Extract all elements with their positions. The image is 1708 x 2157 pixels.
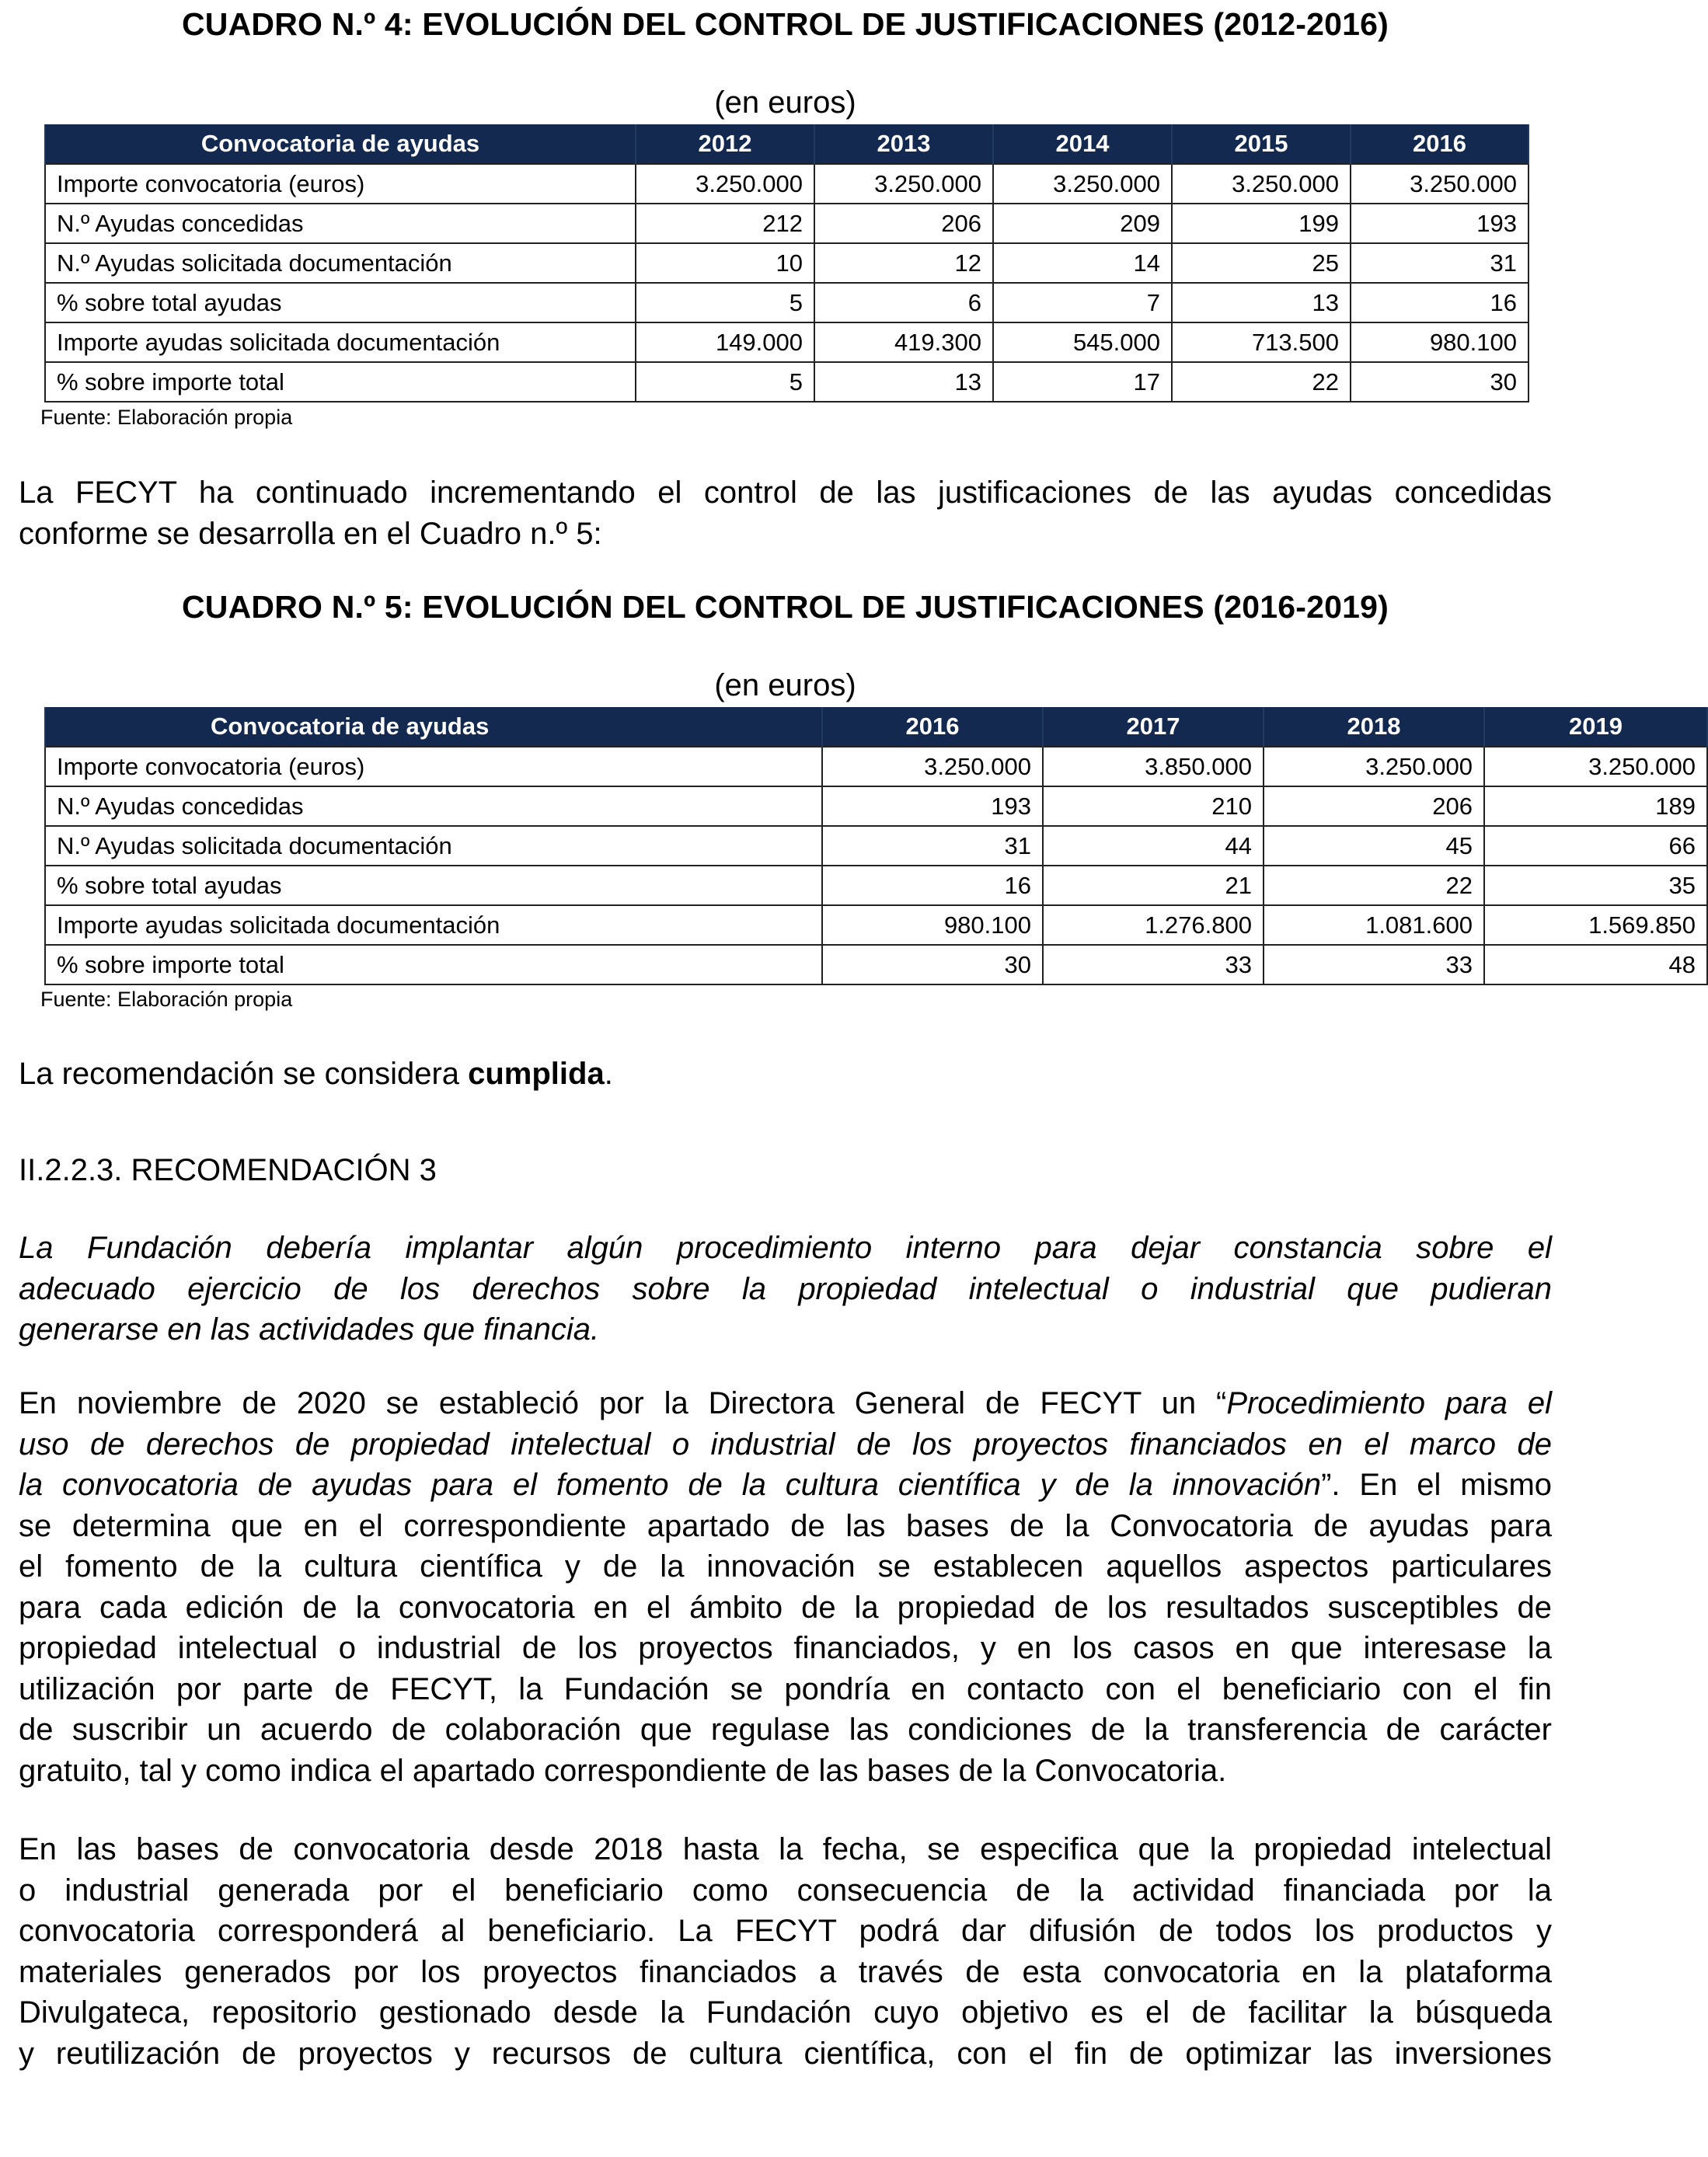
table-row — [45, 322, 1528, 362]
bases-line: y reutilización de proyectos y recursos de cultura científica, con el fin de optimizar las inversiones — [19, 2036, 1552, 2071]
conclusion-period: . — [604, 1057, 613, 1091]
row-label: % sobre total ayudas — [45, 283, 636, 322]
table-row — [45, 164, 1528, 204]
table-row — [45, 283, 1528, 322]
table5-header-year: 2017 — [1043, 707, 1264, 747]
cell: 16 — [822, 866, 1043, 905]
cell: 189 — [1484, 786, 1707, 826]
cell: 3.250.000 — [1484, 747, 1707, 786]
procedure-line: propiedad intelectual o industrial de los proyectos financiados, y en los casos en que interesase la — [19, 1631, 1552, 1665]
cell: 209 — [993, 204, 1172, 243]
cell: 3.250.000 — [1264, 747, 1484, 786]
procedure-line: para cada edición de la convocatoria en el ámbito de la propiedad de los resultados susceptibles de — [19, 1590, 1552, 1625]
cell: 17 — [993, 362, 1172, 402]
procedure-line: el fomento de la cultura científica y de la innovación se establecen aquellos aspectos particulares — [19, 1549, 1552, 1584]
intro-paragraph — [19, 472, 1552, 554]
cell: 48 — [1484, 945, 1707, 984]
cell: 713.500 — [1172, 322, 1351, 362]
recommendation-line: generarse en las actividades que financia. — [19, 1312, 600, 1347]
row-label: Importe ayudas solicitada documentación — [45, 905, 822, 945]
cell: 3.850.000 — [1043, 747, 1264, 786]
bases-line: En las bases de convocatoria desde 2018 hasta la fecha, se especifica que la propiedad intelectual — [19, 1832, 1552, 1866]
row-label: N.º Ayudas solicitada documentación — [45, 243, 636, 283]
table5-header-year: 2016 — [822, 707, 1043, 747]
cell: 66 — [1484, 826, 1707, 866]
row-label: Importe ayudas solicitada documentación — [45, 322, 636, 362]
row-label: N.º Ayudas solicitada documentación — [45, 826, 822, 866]
cell: 193 — [822, 786, 1043, 826]
table4 — [44, 124, 1529, 402]
cell: 3.250.000 — [1172, 164, 1351, 204]
recommendation-line: adecuado ejercicio de los derechos sobre la propiedad intelectual o industrial que pudieran — [19, 1271, 1552, 1306]
table5 — [44, 707, 1708, 985]
row-label: Importe convocatoria (euros) — [45, 164, 636, 204]
cell: 13 — [814, 362, 993, 402]
table-row — [45, 866, 1707, 905]
procedure-line: gratuito, tal y como indica el apartado correspondiente de las bases de la Convocatoria. — [19, 1753, 1227, 1788]
table-row — [45, 362, 1528, 402]
cell: 206 — [814, 204, 993, 243]
cell: 199 — [1172, 204, 1351, 243]
conclusion-text: La recomendación se considera — [19, 1057, 469, 1091]
procedure-line: utilización por parte de FECYT, la Fundación se pondría en contacto con el beneficiario con el fin — [19, 1671, 1552, 1706]
table-row — [45, 786, 1707, 826]
section-heading: II.2.2.3. RECOMENDACIÓN 3 — [19, 1153, 437, 1187]
cell: 206 — [1264, 786, 1484, 826]
table4-header-year: 2012 — [636, 124, 814, 164]
conclusion-paragraph — [19, 1054, 1552, 1095]
cell: 149.000 — [636, 322, 814, 362]
cell: 6 — [814, 283, 993, 322]
cell: 212 — [636, 204, 814, 243]
procedure-line — [19, 1383, 1552, 1424]
bases-line: Divulgateca, repositorio gestionado desde la Fundación cuyo objetivo es el de facilitar la búsqueda — [19, 1995, 1552, 2030]
row-label: % sobre total ayudas — [45, 866, 822, 905]
procedure-line: se determina que en el correspondiente apartado de las bases de la Convocatoria de ayudas para — [19, 1508, 1552, 1543]
row-label: Importe convocatoria (euros) — [45, 747, 822, 786]
table4-caption: CUADRO N.º 4: EVOLUCIÓN DEL CONTROL DE JUSTIFICACIONES (2012-2016) — [181, 6, 1389, 42]
cell: 1.569.850 — [1484, 905, 1707, 945]
recommendation-paragraph — [19, 1228, 1552, 1350]
table4-unit: (en euros) — [714, 85, 856, 120]
cell: 7 — [993, 283, 1172, 322]
table4-header-label: Convocatoria de ayudas — [45, 124, 636, 164]
recommendation-line: La Fundación debería implantar algún procedimiento interno para dejar constancia sobre el — [19, 1231, 1552, 1265]
table4-header-year: 2016 — [1351, 124, 1528, 164]
bases-line: convocatoria corresponderá al beneficiario. La FECYT podrá dar difusión de todos los productos y — [19, 1914, 1552, 1948]
bases-line: materiales generados por los proyectos financiados a través de esta convocatoria en la plataforma — [19, 1954, 1552, 1989]
procedure-paragraph — [19, 1383, 1552, 1791]
procedure-title: uso de derechos de propiedad intelectual o industrial de los proyectos financiados en el marco de — [19, 1427, 1552, 1462]
cell: 210 — [1043, 786, 1264, 826]
table4-header-row — [45, 124, 1528, 164]
cell: 980.100 — [822, 905, 1043, 945]
table5-header-year: 2019 — [1484, 707, 1707, 747]
row-label: N.º Ayudas concedidas — [45, 204, 636, 243]
cell: 16 — [1351, 283, 1528, 322]
cell: 3.250.000 — [814, 164, 993, 204]
cell: 10 — [636, 243, 814, 283]
cell: 3.250.000 — [822, 747, 1043, 786]
cell: 21 — [1043, 866, 1264, 905]
cell: 12 — [814, 243, 993, 283]
procedure-title: Procedimiento para el — [1226, 1386, 1552, 1420]
cell: 3.250.000 — [1351, 164, 1528, 204]
table-row — [45, 747, 1707, 786]
cell: 30 — [1351, 362, 1528, 402]
intro-line: conforme se desarrolla en el Cuadro n.º 5: — [19, 516, 602, 551]
procedure-text: ”. En el mismo — [1321, 1468, 1553, 1502]
table5-header-label: Convocatoria de ayudas — [45, 707, 822, 747]
cell: 33 — [1264, 945, 1484, 984]
table4-header-year: 2014 — [993, 124, 1172, 164]
cell: 31 — [822, 826, 1043, 866]
cell: 980.100 — [1351, 322, 1528, 362]
table5-header-year: 2018 — [1264, 707, 1484, 747]
cell: 419.300 — [814, 322, 993, 362]
cell: 3.250.000 — [636, 164, 814, 204]
procedure-title: la convocatoria de ayudas para el fomento de la cultura científica y de la innovación — [19, 1468, 1322, 1502]
table-row — [45, 204, 1528, 243]
cell: 5 — [636, 283, 814, 322]
procedure-line: de suscribir un acuerdo de colaboración que regulase las condiciones de la transferencia de carácter — [19, 1713, 1552, 1747]
cell: 44 — [1043, 826, 1264, 866]
bases-paragraph — [19, 1829, 1552, 2074]
table-row — [45, 905, 1707, 945]
table5-header-row — [45, 707, 1707, 747]
cell: 14 — [993, 243, 1172, 283]
row-label: % sobre importe total — [45, 945, 822, 984]
table4-header-year: 2013 — [814, 124, 993, 164]
table4-source: Fuente: Elaboración propia — [40, 406, 293, 429]
cell: 1.276.800 — [1043, 905, 1264, 945]
procedure-line — [19, 1465, 1552, 1506]
cell: 13 — [1172, 283, 1351, 322]
table5-source: Fuente: Elaboración propia — [40, 988, 293, 1011]
row-label: % sobre importe total — [45, 362, 636, 402]
table-row — [45, 945, 1707, 984]
table4-header-year: 2015 — [1172, 124, 1351, 164]
row-label: N.º Ayudas concedidas — [45, 786, 822, 826]
table5-unit: (en euros) — [714, 668, 856, 702]
cell: 193 — [1351, 204, 1528, 243]
cell: 33 — [1043, 945, 1264, 984]
cell: 3.250.000 — [993, 164, 1172, 204]
table-row — [45, 826, 1707, 866]
bases-line: o industrial generada por el beneficiario como consecuencia de la actividad financiada por la — [19, 1873, 1552, 1908]
cell: 45 — [1264, 826, 1484, 866]
conclusion-verdict: cumplida — [468, 1057, 605, 1091]
cell: 1.081.600 — [1264, 905, 1484, 945]
procedure-text: En noviembre de 2020 se estableció por la Directora General de FECYT un “ — [19, 1386, 1227, 1420]
cell: 5 — [636, 362, 814, 402]
cell: 31 — [1351, 243, 1528, 283]
cell: 25 — [1172, 243, 1351, 283]
cell: 22 — [1172, 362, 1351, 402]
intro-line: La FECYT ha continuado incrementando el control de las justificaciones de las ayudas concedidas — [19, 476, 1552, 510]
cell: 22 — [1264, 866, 1484, 905]
cell: 35 — [1484, 866, 1707, 905]
cell: 545.000 — [993, 322, 1172, 362]
table-row — [45, 243, 1528, 283]
table5-caption: CUADRO N.º 5: EVOLUCIÓN DEL CONTROL DE JUSTIFICACIONES (2016-2019) — [181, 589, 1389, 625]
cell: 30 — [822, 945, 1043, 984]
